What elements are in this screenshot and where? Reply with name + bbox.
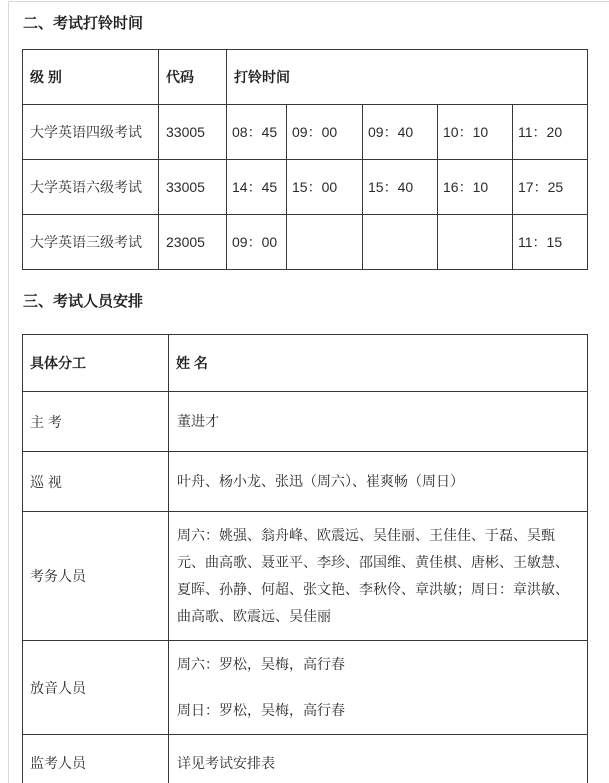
table-row bbox=[23, 160, 588, 215]
level-cell: 大学英语三级考试 bbox=[23, 215, 159, 270]
time-cell: 17：25 bbox=[513, 160, 588, 215]
names-line: 叶舟、杨小龙、张迅（周六）、崔爽畅（周日） bbox=[177, 473, 464, 489]
time-cell: 09：40 bbox=[363, 105, 438, 160]
time-cell: 10：10 bbox=[438, 105, 513, 160]
role-cell: 监考人员 bbox=[23, 735, 169, 783]
time-cell: 09：00 bbox=[227, 215, 287, 270]
names-cell bbox=[169, 452, 588, 512]
header-bell-times: 打铃时间 bbox=[227, 50, 588, 105]
time-cell bbox=[363, 215, 438, 270]
names-line: 周六：罗松，吴梅，高行春 bbox=[177, 656, 345, 672]
table-row bbox=[23, 452, 588, 512]
staff-table-header-row bbox=[23, 335, 588, 392]
time-cell: 11：20 bbox=[513, 105, 588, 160]
time-cell bbox=[287, 215, 363, 270]
header-level: 级 别 bbox=[23, 50, 159, 105]
time-cell: 15：00 bbox=[287, 160, 363, 215]
time-cell: 15：40 bbox=[363, 160, 438, 215]
content-frame bbox=[8, 1, 609, 783]
time-cell: 14：45 bbox=[227, 160, 287, 215]
section-title-bell: 二、考试打铃时间 bbox=[23, 15, 144, 32]
names-cell bbox=[169, 735, 588, 783]
names-cell bbox=[169, 512, 588, 641]
header-role: 具体分工 bbox=[23, 335, 169, 392]
table-row bbox=[23, 215, 588, 270]
table-row bbox=[23, 105, 588, 160]
role-cell: 考务人员 bbox=[23, 512, 169, 641]
names-line: 董进才 bbox=[177, 413, 219, 429]
code-cell: 33005 bbox=[159, 160, 227, 215]
names-cell bbox=[169, 641, 588, 735]
bell-times-table bbox=[22, 49, 588, 270]
table-row bbox=[23, 512, 588, 641]
time-cell bbox=[438, 215, 513, 270]
table-row bbox=[23, 641, 588, 735]
role-cell: 放音人员 bbox=[23, 641, 169, 735]
names-cell bbox=[169, 392, 588, 452]
section-title-staff: 三、考试人员安排 bbox=[23, 293, 144, 310]
time-cell: 08：45 bbox=[227, 105, 287, 160]
names-line: 详见考试安排表 bbox=[177, 754, 275, 771]
time-cell: 16：10 bbox=[438, 160, 513, 215]
names-line: 周六：姚强、翁舟峰、欧震远、吴佳丽、王佳佳、于磊、吴甄元、曲高歌、聂亚平、李珍、邵国维、黄佳棋、唐彬、王敏慧、夏晖、孙静、何超、张文艳、李秋伶、章洪敏；周日：章洪敏、曲高歌、欧震远、吴佳丽 bbox=[177, 527, 569, 624]
names-line: 周日：罗松，吴梅，高行春 bbox=[177, 702, 345, 718]
header-name: 姓 名 bbox=[169, 335, 588, 392]
table-row bbox=[23, 735, 588, 783]
staff-table bbox=[22, 334, 588, 783]
level-cell: 大学英语四级考试 bbox=[23, 105, 159, 160]
code-cell: 23005 bbox=[159, 215, 227, 270]
table-row bbox=[23, 392, 588, 452]
time-cell: 11：15 bbox=[513, 215, 588, 270]
role-cell: 主 考 bbox=[23, 392, 169, 452]
code-cell: 33005 bbox=[159, 105, 227, 160]
time-cell: 09：00 bbox=[287, 105, 363, 160]
level-cell: 大学英语六级考试 bbox=[23, 160, 159, 215]
header-code: 代码 bbox=[159, 50, 227, 105]
role-cell: 巡 视 bbox=[23, 452, 169, 512]
bell-table-header-row bbox=[23, 50, 588, 105]
